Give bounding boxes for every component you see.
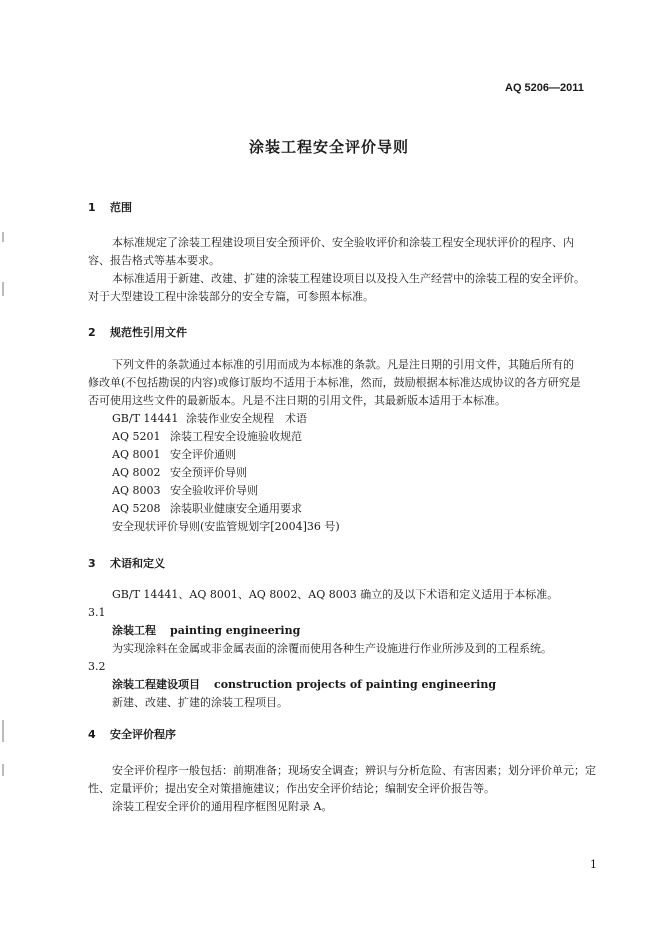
term-heading bbox=[112, 676, 496, 694]
paragraph-line: 涂装工程安全评价的通用程序框图见附录 A。 bbox=[112, 800, 333, 813]
term-definition: 新建、改建、扩建的涂装工程项目。 bbox=[112, 696, 288, 709]
scan-mark bbox=[2, 720, 4, 742]
section-number: 3 bbox=[88, 557, 96, 570]
paragraph-line: 安全评价程序一般包括：前期准备；现场安全调查；辨识与分析危险、有害因素；划分评价单元；定 bbox=[112, 764, 596, 777]
paragraph-line: 下列文件的条款通过本标准的引用而成为本标准的条款。凡是注日期的引用文件，其随后所有的 bbox=[112, 358, 574, 371]
reference-title: 涂装作业安全规程 术语 bbox=[186, 412, 307, 425]
section-number: 4 bbox=[88, 728, 96, 741]
section-number: 1 bbox=[88, 201, 96, 214]
section-3-heading bbox=[88, 555, 165, 571]
reference-item bbox=[112, 464, 247, 482]
term-number: 3.2 bbox=[88, 660, 106, 673]
section-4-heading bbox=[88, 726, 176, 742]
reference-code: AQ 8002 bbox=[112, 466, 161, 479]
reference-title: 涂装职业健康安全通用要求 bbox=[170, 502, 302, 515]
reference-title: 涂装工程安全设施验收规范 bbox=[170, 430, 302, 443]
reference-item bbox=[112, 482, 258, 500]
scan-mark bbox=[2, 232, 4, 242]
section-number: 2 bbox=[88, 326, 96, 339]
scan-mark bbox=[2, 282, 4, 296]
section-1-heading bbox=[88, 199, 132, 215]
reference-code: AQ 8001 bbox=[112, 448, 161, 461]
reference-code: AQ 5208 bbox=[112, 502, 161, 515]
section-title: 安全评价程序 bbox=[110, 728, 176, 741]
term-definition: 为实现涂料在金属或非金属表面的涂覆而使用各种生产设施进行作业所涉及到的工程系统。 bbox=[112, 642, 552, 655]
paragraph-line: 对于大型建设工程中涂装部分的安全专篇，可参照本标准。 bbox=[88, 290, 374, 303]
page-number: 1 bbox=[590, 858, 597, 871]
term-heading bbox=[112, 622, 300, 640]
reference-title: 安全验收评价导则 bbox=[170, 484, 258, 497]
standard-code: AQ 5206—2011 bbox=[505, 82, 584, 94]
reference-item bbox=[112, 410, 307, 428]
scan-mark bbox=[2, 764, 4, 776]
reference-item bbox=[112, 428, 302, 446]
reference-code: GB/T 14441 bbox=[112, 412, 179, 425]
term-chinese: 涂装工程 bbox=[112, 624, 156, 637]
reference-item: 安全现状评价导则(安监管规划字[2004]36 号) bbox=[112, 520, 340, 533]
reference-title: 安全评价通则 bbox=[170, 448, 236, 461]
term-english: construction projects of painting engineering bbox=[214, 678, 497, 691]
paragraph-line: GB/T 14441、AQ 8001、AQ 8002、AQ 8003 确立的及以下术语和定义适用于本标准。 bbox=[112, 588, 559, 601]
paragraph-line: 本标准适用于新建、改建、扩建的涂装工程建设项目以及投入生产经营中的涂装工程的安全评价。 bbox=[112, 272, 585, 285]
reference-item bbox=[112, 500, 302, 518]
paragraph-line: 修改单(不包括勘误的内容)或修订版均不适用于本标准，然而，鼓励根据本标准达成协议的各方研究是 bbox=[88, 376, 581, 389]
section-title: 术语和定义 bbox=[110, 557, 165, 570]
paragraph-line: 容、报告格式等基本要求。 bbox=[88, 254, 220, 267]
reference-title: 安全预评价导则 bbox=[170, 466, 247, 479]
term-number: 3.1 bbox=[88, 606, 106, 619]
paragraph-line: 否可使用这些文件的最新版本。凡是不注日期的引用文件，其最新版本适用于本标准。 bbox=[88, 394, 506, 407]
term-chinese: 涂装工程建设项目 bbox=[112, 678, 200, 691]
section-title: 范围 bbox=[110, 201, 132, 214]
reference-item bbox=[112, 446, 236, 464]
section-title: 规范性引用文件 bbox=[110, 326, 187, 339]
section-2-heading bbox=[88, 324, 187, 340]
page-title: 涂装工程安全评价导则 bbox=[248, 138, 409, 156]
reference-code: AQ 5201 bbox=[112, 430, 161, 443]
term-english: painting engineering bbox=[170, 624, 301, 637]
paragraph-line: 性、定量评价；提出安全对策措施建议；作出安全评价结论；编制安全评价报告等。 bbox=[88, 782, 495, 795]
paragraph-line: 本标准规定了涂装工程建设项目安全预评价、安全验收评价和涂装工程安全现状评价的程序、内 bbox=[112, 236, 574, 249]
reference-code: AQ 8003 bbox=[112, 484, 161, 497]
